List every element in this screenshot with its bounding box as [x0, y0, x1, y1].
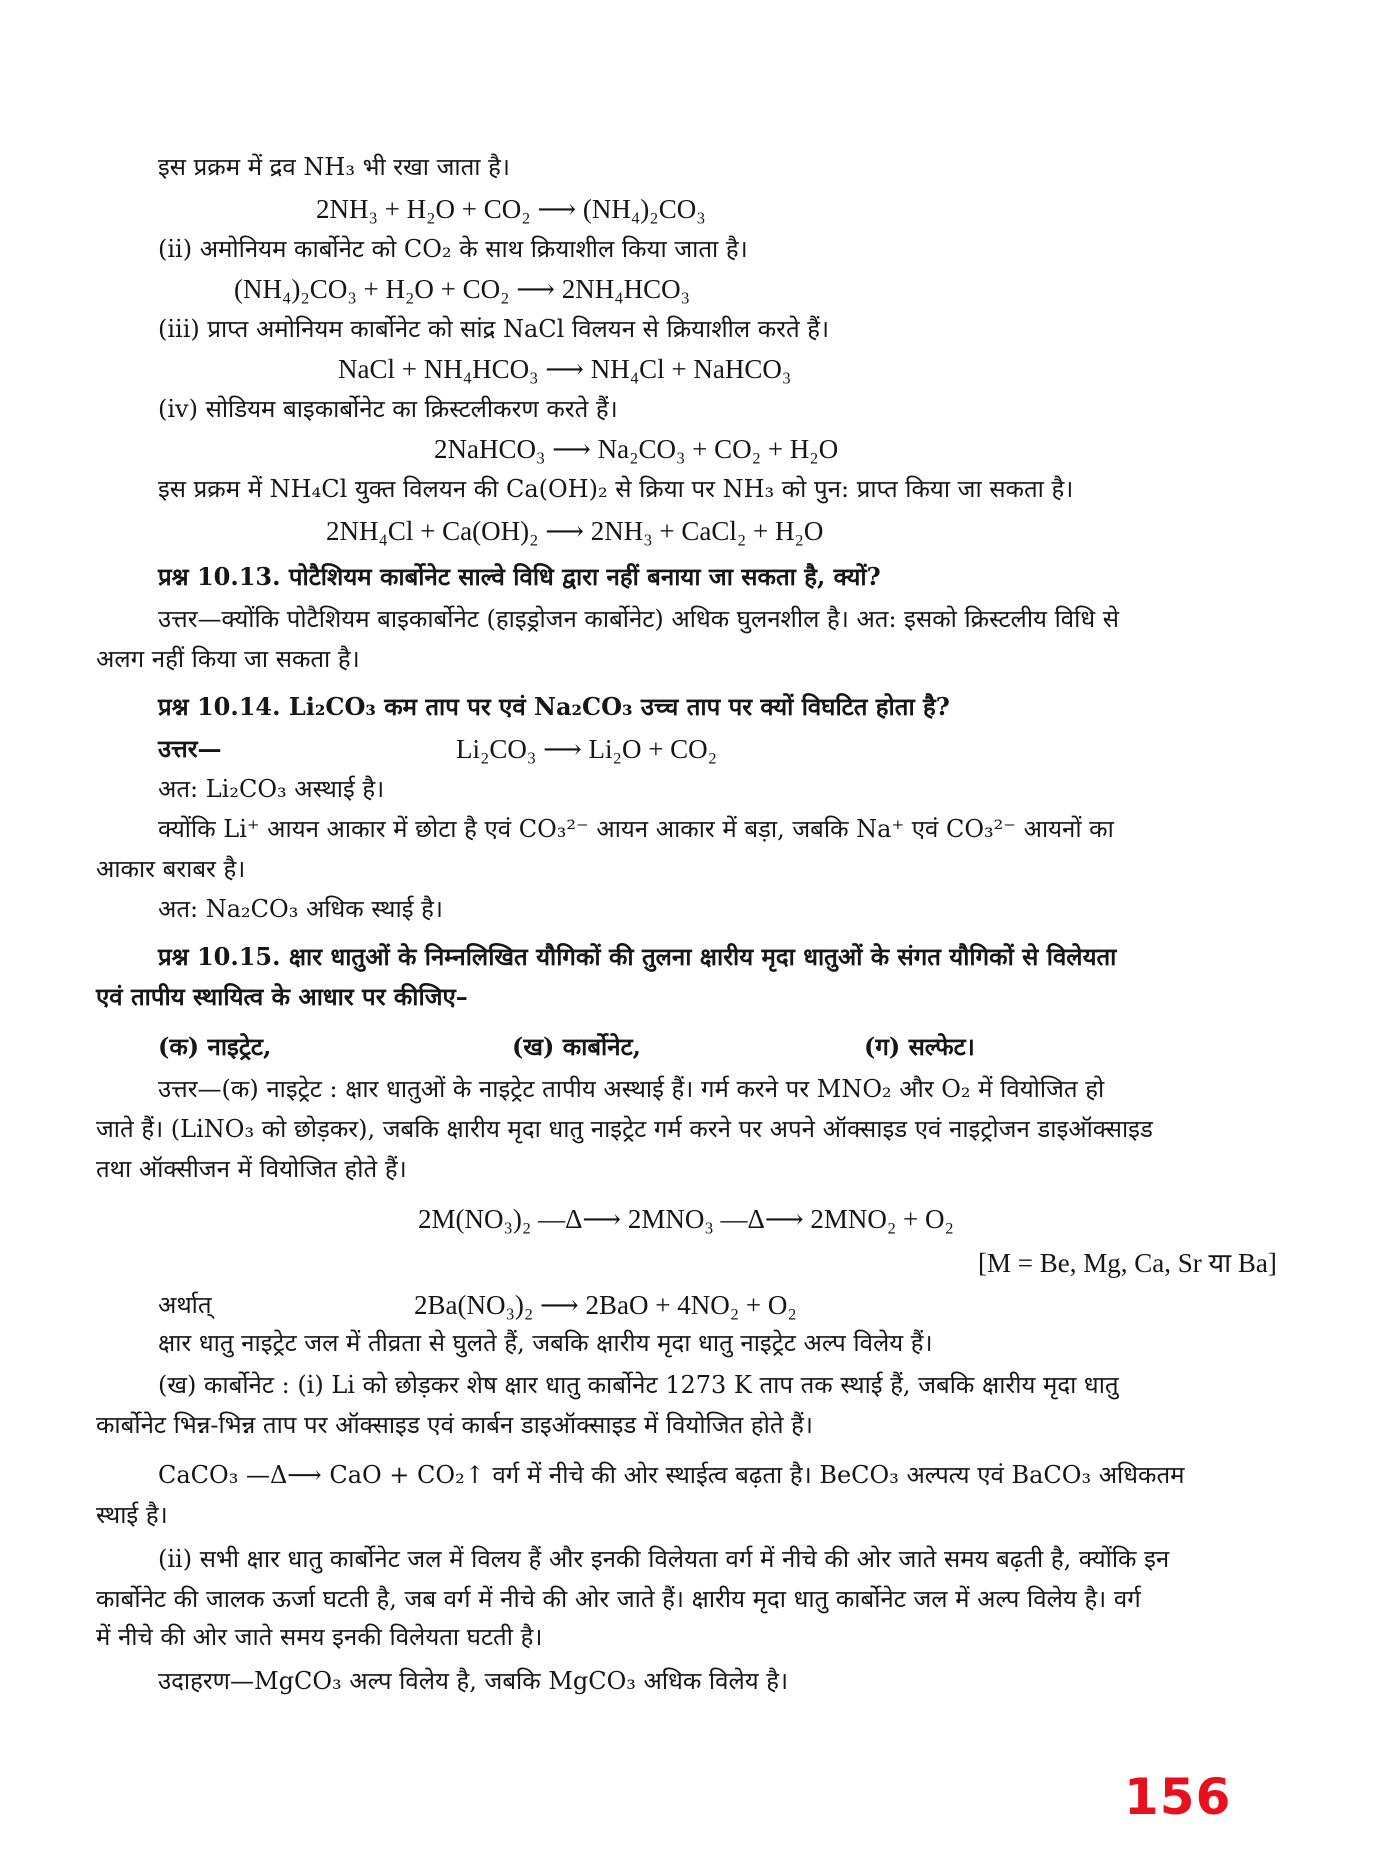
question-heading: एवं तापीय स्थायित्व के आधार पर कीजिए– — [96, 982, 468, 1011]
chemical-equation: 2NH₃ + H₂O + CO₂ ⟶ (NH₄)₂CO₃ — [316, 194, 706, 224]
text-line: इस प्रक्रम में NH₄Cl युक्त विलयन की Ca(OH)₂ से क्रिया पर NH₃ को पुन: प्राप्त किया जा सकता है। — [158, 475, 1074, 503]
option-nitrate: (क) नाइट्रेट, — [158, 1032, 272, 1061]
text-line: स्थाई है। — [96, 1501, 168, 1529]
chemical-equation: (NH₄)₂CO₃ + H₂O + CO₂ ⟶ 2NH₄HCO₃ — [234, 274, 691, 304]
chemical-equation: 2Ba(NO₃)₂ ⟶ 2BaO + 4NO₂ + O₂ — [414, 1290, 797, 1320]
question-heading: प्रश्न 10.15. क्षार धातुओं के निम्नलिखित यौगिकों की तुलना क्षारीय मृदा धातुओं के संगत यौगिकों से विलेयता — [158, 942, 1117, 971]
chemical-equation: 2NaHCO₃ ⟶ Na₂CO₃ + CO₂ + H₂O — [434, 434, 839, 464]
text-line: क्षार धातु नाइट्रेट जल में तीव्रता से घुलते हैं, जबकि क्षारीय मृदा धातु नाइट्रेट अल्प विलेय हैं। — [158, 1329, 933, 1357]
text-line: कार्बोनेट की जालक ऊर्जा घटती है, जब वर्ग में नीचे की ओर जाते हैं। क्षारीय मृदा धातु कार्बोनेट जल में अल्प विलेय है। वर्ग — [96, 1585, 1141, 1613]
text-line: (ii) अमोनियम कार्बोनेट को CO₂ के साथ क्रियाशील किया जाता है। — [158, 235, 748, 263]
example-line: उदाहरण—MgCO₃ अल्प विलेय है, जबकि MgCO₃ अधिक विलेय है। — [158, 1667, 789, 1695]
metal-note: [M = Be, Mg, Ca, Sr या Ba] — [978, 1248, 1277, 1278]
text-line: (ii) सभी क्षार धातु कार्बोनेट जल में विलय हैं और इनकी विलेयता वर्ग में नीचे की ओर जाते समय बढ़ती है, क्योंकि इन — [158, 1545, 1170, 1573]
option-sulphate: (ग) सल्फेट। — [864, 1032, 975, 1061]
text-line: कार्बोनेट भिन्न-भिन्न ताप पर ऑक्साइड एवं कार्बन डाइऑक्साइड में वियोजित होते हैं। — [96, 1411, 813, 1439]
answer-line: उत्तर—(क) नाइट्रेट : क्षार धातुओं के नाइट्रेट तापीय अस्थाई हैं। गर्म करने पर MNO₂ और O₂ में वियोजित हो — [158, 1075, 1105, 1103]
text-line: क्योंकि Li⁺ आयन आकार में छोटा है एवं CO₃²⁻ आयन आकार में बड़ा, जबकि Na⁺ एवं CO₃²⁻ आयनों का — [158, 815, 1114, 843]
chemical-equation: Li₂CO₃ ⟶ Li₂O + CO₂ — [456, 734, 718, 764]
chemical-equation: 2NH₄Cl + Ca(OH)₂ ⟶ 2NH₃ + CaCl₂ + H₂O — [326, 516, 824, 546]
answer-line: उत्तर—क्योंकि पोटैशियम बाइकार्बोनेट (हाइड्रोजन कार्बोनेट) अधिक घुलनशील है। अत: इसको क्रिस्टलीय विधि से — [158, 605, 1119, 633]
chemical-equation: NaCl + NH₄HCO₃ ⟶ NH₄Cl + NaHCO₃ — [338, 354, 792, 384]
question-heading: प्रश्न 10.14. Li₂CO₃ कम ताप पर एवं Na₂CO₃ उच्च ताप पर क्यों विघटित होता है? — [158, 692, 950, 721]
text-line: CaCO₃ —Δ⟶ CaO + CO₂↑ वर्ग में नीचे की ओर स्थाईत्व बढ़ता है। BeCO₃ अल्पत्य एवं BaCO₃ अधिकतम — [158, 1461, 1185, 1489]
text-line: (iv) सोडियम बाइकार्बोनेट का क्रिस्टलीकरण करते हैं। — [158, 395, 618, 423]
text-line: में नीचे की ओर जाते समय इनकी विलेयता घटती है। — [96, 1623, 543, 1651]
text-line: (ख) कार्बोनेट : (i) Li को छोड़कर शेष क्षार धातु कार्बोनेट 1273 K ताप तक स्थाई हैं, जबकि क्षारीय मृदा धातु — [158, 1371, 1119, 1399]
answer-label: उत्तर— — [158, 734, 222, 763]
page-number: 156 — [1124, 1768, 1232, 1826]
text-line: इस प्रक्रम में द्रव NH₃ भी रखा जाता है। — [158, 153, 510, 181]
chemical-equation: 2M(NO₃)₂ —Δ⟶ 2MNO₃ —Δ⟶ 2MNO₂ + O₂ — [418, 1204, 954, 1234]
question-heading: प्रश्न 10.13. पोटैशियम कार्बोनेट साल्वे विधि द्वारा नहीं बनाया जा सकता है, क्यों? — [158, 562, 881, 591]
text-line: (iii) प्राप्त अमोनियम कार्बोनेट को सांद्र NaCl विलयन से क्रियाशील करते हैं। — [158, 315, 830, 343]
text-line: आकार बराबर है। — [96, 855, 246, 883]
text-line: तथा ऑक्सीजन में वियोजित होते हैं। — [96, 1155, 407, 1183]
text-line: अत: Li₂CO₃ अस्थाई है। — [158, 775, 385, 803]
text-line: अर्थात् — [158, 1291, 212, 1319]
text-line: अलग नहीं किया जा सकता है। — [96, 645, 360, 673]
text-line: जाते हैं। (LiNO₃ को छोड़कर), जबकि क्षारीय मृदा धातु नाइट्रेट गर्म करने पर अपने ऑक्साइड एवं नाइट्रोजन डाइऑक्साइड — [96, 1115, 1153, 1143]
text-line: अत: Na₂CO₃ अधिक स्थाई है। — [158, 895, 443, 923]
option-carbonate: (ख) कार्बोनेट, — [512, 1032, 642, 1061]
